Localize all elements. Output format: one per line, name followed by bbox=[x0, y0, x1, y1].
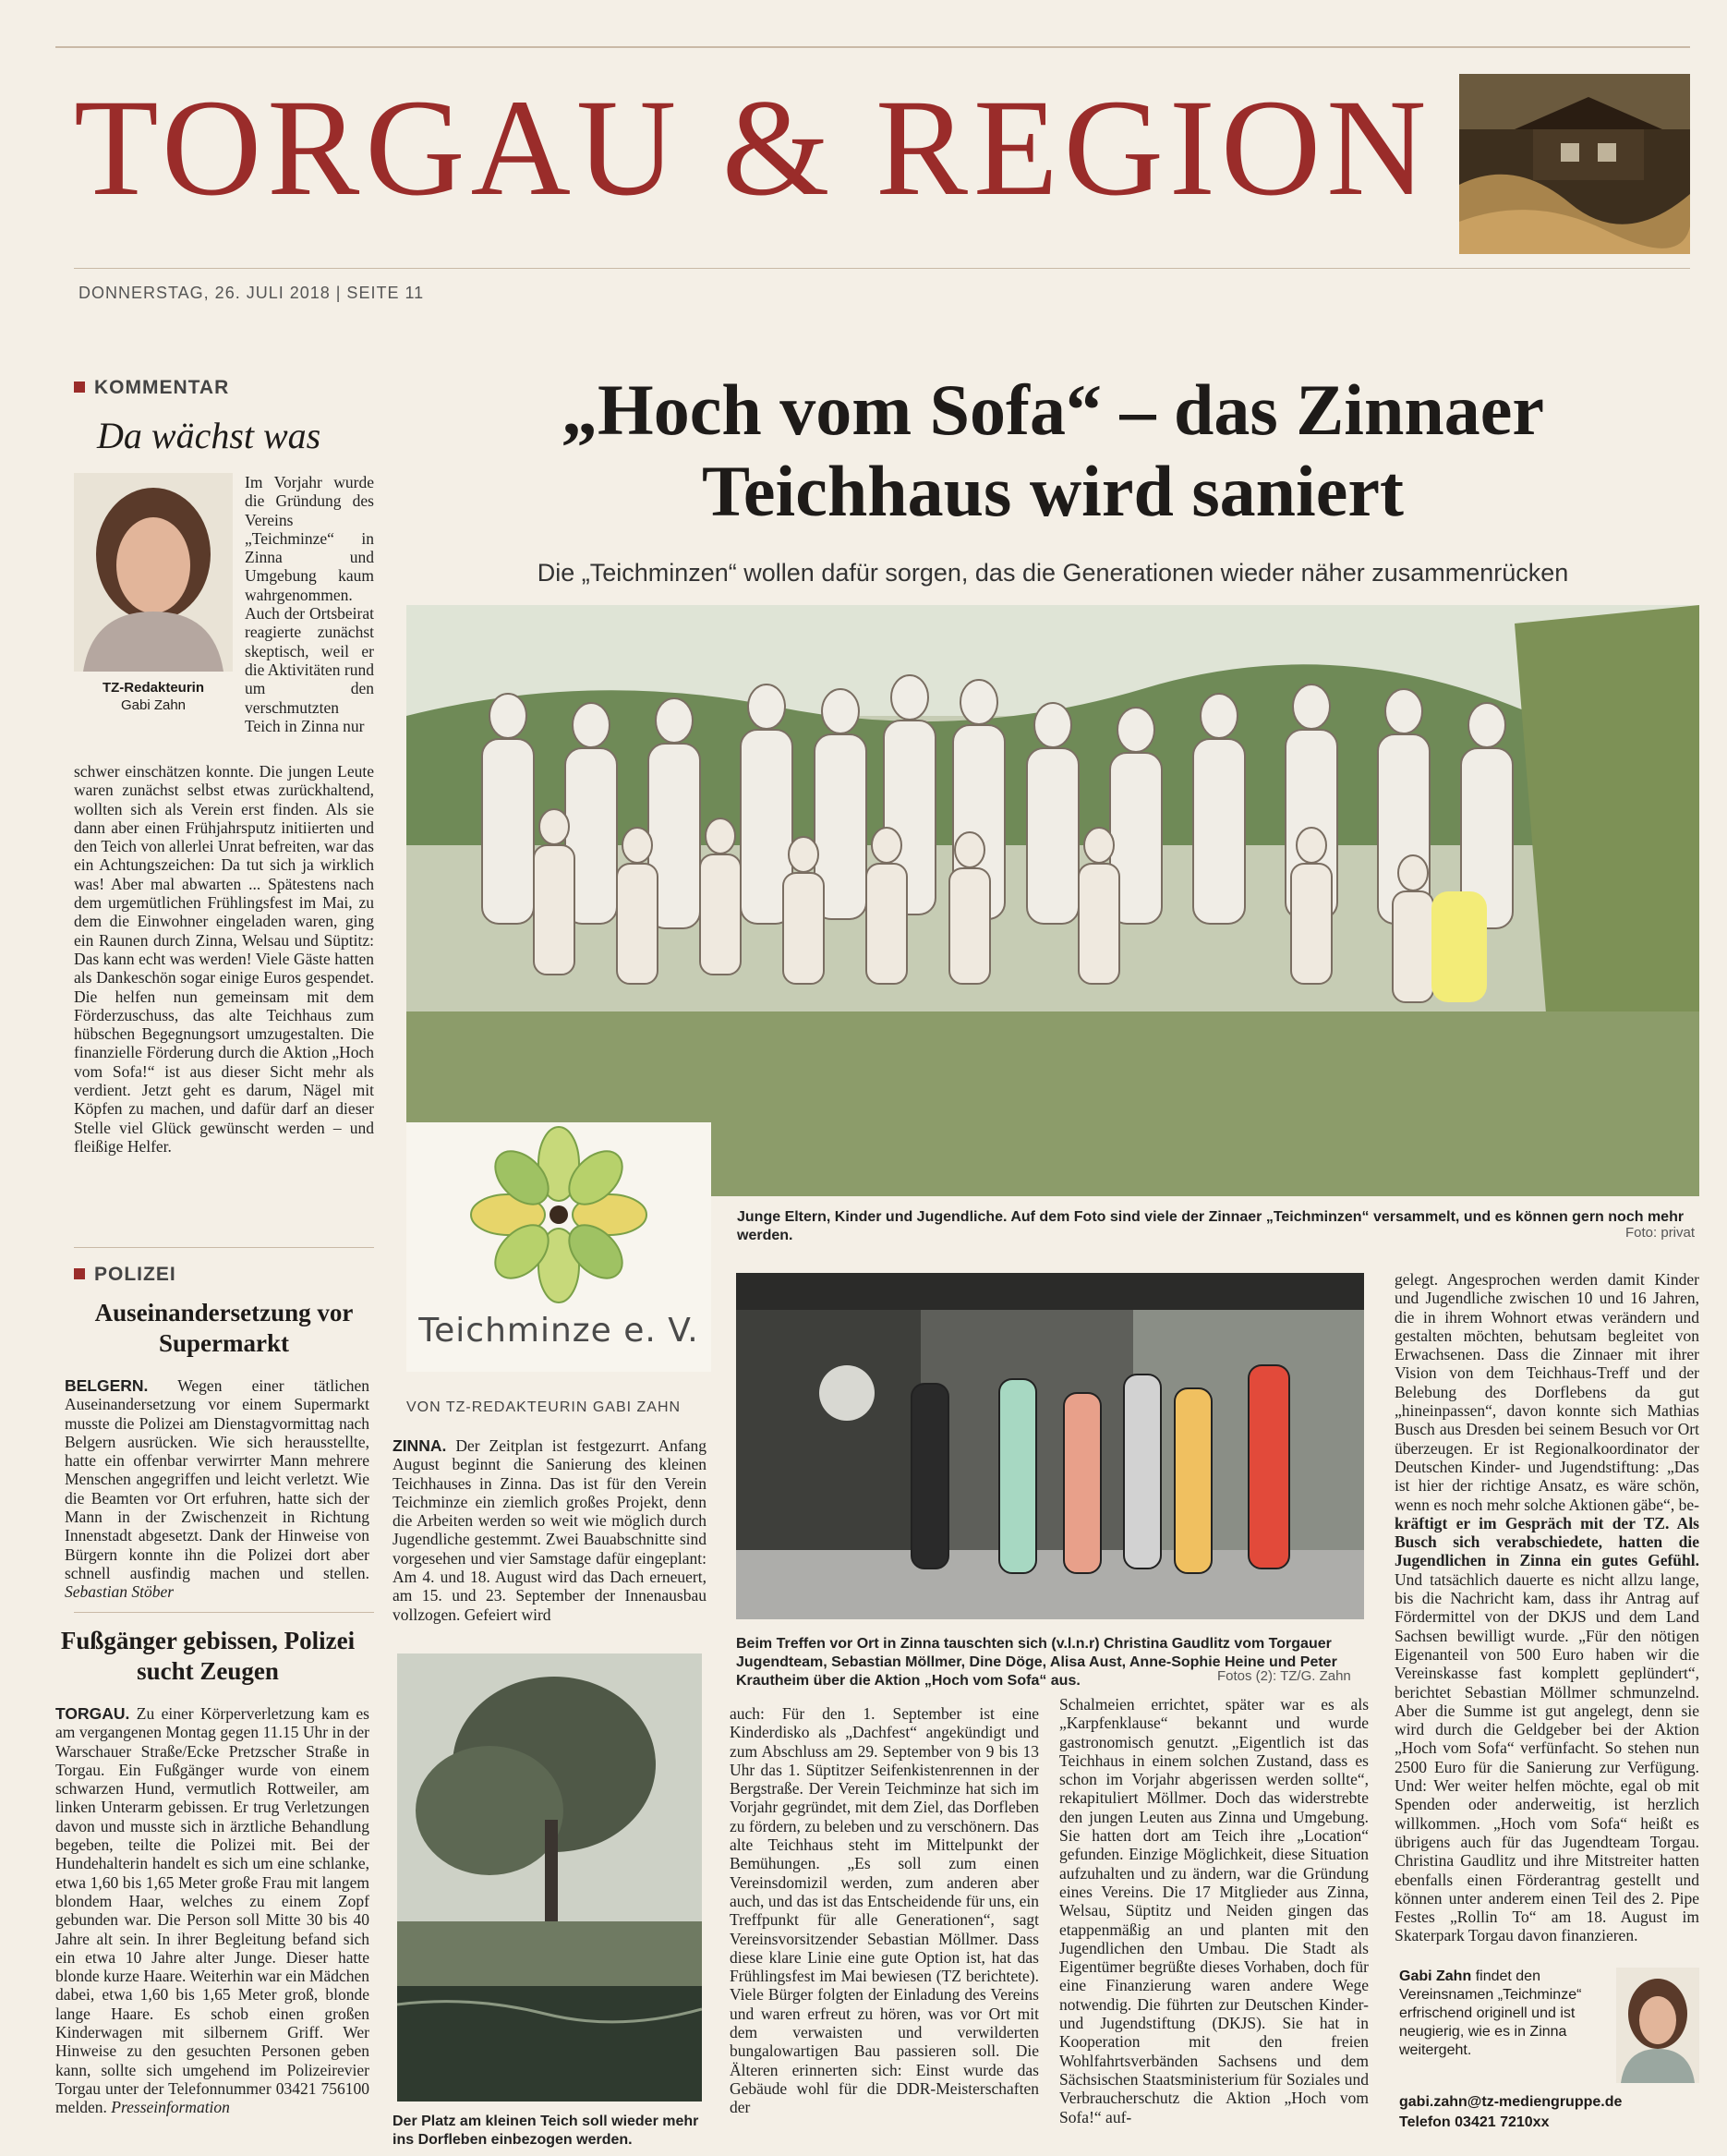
divider bbox=[74, 1612, 374, 1613]
col4-bold: kräftigt er im Gespräch mit der TZ. Als Busch sich verabschiedete, hatten die Jugendlichen in Zinna ein gutes Gefühl. bbox=[1395, 1513, 1699, 1570]
divider bbox=[74, 1247, 374, 1248]
author-caption bbox=[74, 679, 233, 714]
team-photo-caption: Beim Treffen vor Ort in Zinna tauschten sich (v.l.n.r) Christina Gaudlitz vom Torgauer Jugendteam, Sebastian Möllmer, Dine Döge, Alisa Aust, Anne-Sophie Heine und Peter Krautheim über die Aktion „Hoch vom Sofa“ aus. bbox=[736, 1636, 1337, 1689]
story1-author: Sebastian Stöber bbox=[65, 1582, 175, 1602]
flower-logo-icon bbox=[406, 1122, 711, 1307]
kommentar-text-wide: schwer einschätzen konnte. Die jungen Leute waren zunächst selbst etwas zurückhaltend, wollten sich als Verein erst finden. Als sie dann aber einen Frühjahrsputz initiierten und den Teich von allerlei Unrat befreiten, war das ein Achtungszeichen: Da tut sich ja wirklich was! Aber mal abwarten ... Spätestens nach dem urgemütlichen Frühlingsfest im Mai, zu dem die Einwohner eingeladen waren, ging ein Raunen durch Zinna, Welsau und Süptitz: Das kann echt was werden! Viele Gäste hatten als Dankeschön sogar einige Euros gespendet. Die helfen nun gemeinsam mit dem Förderzuschuss, das alte Teichhaus zum hübschen Begegnungsort umzugestalten. Die finanzielle Förderung durch die Aktion „Hoch vom Sofa!“ ist aus dieser Sicht mehr als verdient. Jetzt geht es darum, Nägel mit Köpfen zu machen, und dafür darf an dieser Stelle viel Glück gewünscht werden – und fleißige Helfer. bbox=[74, 762, 374, 1156]
top-rule bbox=[55, 46, 1690, 48]
story1-title: Auseinandersetzung vor Supermarkt bbox=[94, 1299, 354, 1357]
section-square-icon bbox=[74, 382, 85, 393]
col4-body-2: Und tatsächlich dauerte es nicht allzu lange, bis die Nachricht kam, dass ihr Antrag auf Fördermittel von der DKJS und dem Land Sachsen bewilligt wurde. „Für den nötigen Eigenanteil von 500 Euro haben wir die Vereinskasse fast komplett geplündert“, berichtet Sebastian Möllmer schmunzelnd. Aber die Summe ist gut angelegt, denn sie wird durch die Geldgeber bei der Aktion „Hoch vom Sofa“ verfünfacht. So stehen nun 2500 Euro für die Sanierung zur Verfügung. Und: Wer weiter helfen möchte, egal ob mit Spenden oder anderweitig, ist herzlich willkommen. „Hoch vom Sofa“ heißt es übrigens auch für das Jugendteam Torgau. Christina Gaudlitz und ihre Mitstreiter hatten ebenfalls einen Förderantrag gestellt und können unter anderem einen Teil des 2. Pipe Festes „Rollin To“ am 18. August im Skaterpark Torgau davon finanzieren. bbox=[1395, 1569, 1699, 1945]
kommentar-text-narrow: Im Vorjahr wurde die Gründung des Vereins „Teichminze“ in Zinna und Umgebung kaum wahrgenommen. Auch der Ortsbeirat reagierte zunächst skeptisch, weil er die Aktivitäten rund um den verschmutzten Teich in Zinna nur bbox=[245, 473, 374, 735]
team-photo bbox=[736, 1273, 1364, 1619]
group-photo bbox=[406, 605, 1699, 1196]
story2-title: Fußgänger gebissen, Polizei sucht Zeugen bbox=[60, 1627, 356, 1685]
section-square-icon bbox=[74, 1268, 85, 1279]
byline: VON TZ-REDAKTEURIN GABI ZAHN bbox=[406, 1399, 682, 1415]
story2-body: Zu einer Körperverletzung kam es am vergangenen Montag gegen 11.15 Uhr in der Warschauer Straße/Ecke Pretzscher Straße in Torgau. Ein Fußgänger wurde von einem schwarzen Hund, vermutlich Rottweiler, am linken Unterarm gebissen. Er trug Verletzungen davon und musste sich in ärztliche Behandlung begeben, teilte die Polizei mit. Bei der Hundehalterin handelt es sich um eine schlanke, etwa 1,60 bis 1,65 Meter große Frau mit langem blondem Haar, welches zu einem Zopf gebunden war. Die Person soll Mitte 30 bis 40 Jahre alt sein. In ihrer Begleitung befand sich ein etwa 10 Jahre alter Junge. Dieser hatte blonde kurze Haare. Weiterhin war ein Mädchen dabei, etwa 1,60 bis 1,65 Meter groß, blonde lange Haare. Es schob einen großen Kinderwagen mit silbernem Griff. Wer Hinweise zu den gesuchten Personen geben kann, sollte sich umgehend im Polizeirevier Torgau unter der Telefonnummer 03421 756100 melden. bbox=[55, 1704, 369, 2117]
headline-line-1: „Hoch vom Sofa“ – das Zinnaer bbox=[562, 369, 1544, 450]
story2-place: TORGAU. bbox=[55, 1704, 130, 1723]
dateline: DONNERSTAG, 26. JULI 2018 | SEITE 11 bbox=[78, 284, 425, 302]
main-col3: Schalmeien errichtet, später war es als „Karpfenklause“ bekannt und wurde gastronomisch genutzt. „Eigentlich ist das Teichhaus in einem solchen Zustand, dass es schon im Vorjahr abgerissen werden sollte“, rekapituliert Möllmer. Doch das widerstrebte den jungen Leuten aus Zinna und Umgebung. Sie hatten dort am Teich ihre „Location“ gefunden. Einzige Möglichkeit, diese Situation aufzuhalten und zu ändern, war die Gründung eines Vereins. Die 17 Mitglieder aus Zinna, Welsau, Süptitz und Neiden gingen das etappenmäßig an und planten mit den Jugendlichen den Umbau. Die Stadt als Eigentümer begrüßte dieses Vorhaben, doch für eine Finanzierung waren andere Wege notwendig. Die führten zur Deutschen Kinder- und Jugendstiftung (DKJS). Sie hat in Kooperation mit den freien Wohlfahrtsverbänden Sachsens und dem Sächsischen Staatsministerium für Soziales und Verbraucherschutz die Aktion „Hoch vom Sofa!“ auf- bbox=[1059, 1695, 1369, 2126]
col4-body: gelegt. Angesprochen werden damit Kinder und Jugendliche zwischen 10 und 16 Jahren, die in ihrem Wohnort etwas verändern und gestalten möchten, behutsam begleitet von Erwachsenen. Dass die Zinnaer mit ihrer Vision von dem Teichhaus-Treff und der Belebung des Dorflebens da gut „hineinpassen“, davon konnte sich Mathias Busch aus Dresden bei seinem Besuch vor Ort überzeugen. Er ist Regionalkoordinator der Deutschen Kinder- und Jugendstiftung: „Das ist hier der richtige Ansatz, es wäre schön, wenn es noch mehr solche Aktionen gäbe“, be- bbox=[1395, 1270, 1699, 1514]
masthead-photo bbox=[1459, 74, 1690, 254]
kommentar-title: Da wächst was bbox=[97, 415, 321, 456]
date-rule bbox=[74, 268, 1690, 269]
logo-text: Teichminze e. V. bbox=[418, 1312, 699, 1350]
group-photo-caption: Junge Eltern, Kinder und Jugendliche. Auf dem Foto sind viele der Zinnaer „Teichminzen“ versammelt, und es können gern noch mehr werden. bbox=[737, 1209, 1685, 1243]
author-box-portrait bbox=[1616, 1968, 1699, 2083]
story1-body: Wegen einer tätlichen Auseinandersetzung vor einem Supermarkt musste die Polizei am Dienstagvormittag nach Belgern ausrücken. Wie sich herausstellte, hatte ein offenbar verwirrter Mann mehrere Menschen angegriffen und leicht verletzt. Wie die Beamten vor Ort erfuhren, hatte sich der Mann in der Zwischenzeit in Richtung Innenstadt abgesetzt. Dank der Hinweise von Bürgern konnte ihn die Polizei dort aber schnell ausfindig machen und stellen. bbox=[65, 1376, 369, 1582]
main-col1 bbox=[392, 1436, 706, 1624]
author-name: Gabi Zahn bbox=[120, 697, 187, 713]
author-portrait bbox=[74, 473, 233, 672]
teichminze-logo bbox=[406, 1122, 711, 1372]
pond-photo bbox=[397, 1653, 702, 2101]
story1-place: BELGERN. bbox=[65, 1376, 149, 1395]
col1-place: ZINNA. bbox=[392, 1436, 447, 1455]
group-photo-credit: Foto: privat bbox=[1625, 1225, 1696, 1241]
main-col2: auch: Für den 1. September ist eine Kinderdisko als „Dachfest“ angekündigt und zum Abschluss am 29. September von 9 bis 13 Uhr das 1. Süptitzer Seifenkistenrennen in der Bergstraße. Der Verein Teichminze hat sich im Vorjahr gegründet, mit dem Ziel, das Dorfleben zu fördern, zu beleben und zu verschönern. Das alte Teichhaus steht im Mittelpunkt der Bemühungen. „Es soll zum einen Vereinsdomizil werden, zum anderen aber auch, und das ist das Entscheidende für uns, ein Treffpunkt für alle Generationen“, sagt Vereinsvorsitzender Sebastian Möllmer. Dass diese klare Linie eine gute Option ist, hat das Frühlingsfest im Mai bewiesen (TZ berichtete). Viele Bürger folgten der Einladung des Vereins und waren erfreut zu hören, was vor Ort mit dem verwaisten und verwilderten bungalowartigen Bau passieren soll. Die Älteren erinnerten sich: Einst wurde das Gebäude wohl für die DDR-Meisterschaften der bbox=[730, 1704, 1039, 2117]
contact-block bbox=[1399, 2092, 1622, 2133]
polizei-tag: POLIZEI bbox=[74, 1264, 176, 1286]
author-role: TZ-Redakteurin bbox=[102, 680, 204, 696]
main-col4 bbox=[1395, 1270, 1699, 1945]
story2-author: Presseinformation bbox=[111, 2098, 230, 2117]
author-box-name: Gabi Zahn bbox=[1399, 1968, 1472, 1984]
masthead-title: TORGAU & REGION bbox=[74, 71, 1432, 224]
story2-text bbox=[55, 1704, 369, 2117]
team-photo-credit: Fotos (2): TZ/G. Zahn bbox=[1217, 1668, 1351, 1684]
author-box-body: findet den Vereinsnamen „Teichminze“ erfrischend originell und ist neugierig, wie es in Zinna weitergeht. bbox=[1399, 1968, 1582, 2058]
col1-body: Der Zeitplan ist festgezurrt. Anfang August beginnt die Sanierung des kleinen Teichhauses in Zinna. Das ist für den Verein Teichminze ein ziemlich großes Projekt, denn die Arbeiten werden so weit wie möglich durch Jugendliche gestemmt. Zwei Bauabschnitte sind vorgesehen und vier Samstage dafür eingeplant: Am 4. und 18. August wird das Dach erneuert, am 15. und 23. September der Innenausbau vollzogen. Gefeiert wird bbox=[392, 1436, 707, 1624]
author-box-text bbox=[1399, 1968, 1602, 2060]
story1-text bbox=[65, 1376, 369, 1602]
author-email[interactable]: gabi.zahn@tz-mediengruppe.de bbox=[1399, 2094, 1623, 2110]
main-headline bbox=[499, 369, 1607, 532]
kommentar-tag: KOMMENTAR bbox=[74, 377, 229, 399]
main-subhead: Die „Teichminzen“ wollen dafür sorgen, das die Generationen wieder näher zusammenrücken bbox=[537, 559, 1569, 587]
pond-photo-caption: Der Platz am kleinen Teich soll wieder mehr ins Dorfleben einbezogen werden. bbox=[392, 2114, 699, 2148]
headline-line-2: Teichhaus wird saniert bbox=[702, 451, 1404, 531]
author-phone: Telefon 03421 7210xx bbox=[1399, 2114, 1550, 2130]
